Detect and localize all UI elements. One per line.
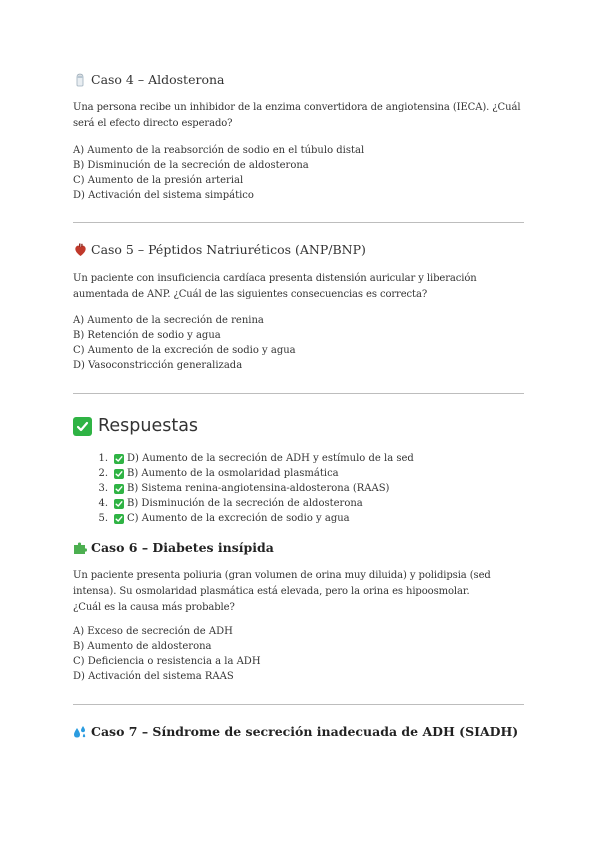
case-4-question: Una persona recibe un inhibidor de la enzima convertidora de angiotensina (IECA). ¿Cuál será el efecto directo esperado?: [73, 102, 521, 129]
answers-list: [88, 451, 414, 526]
answer-text: B) Aumento de la osmolaridad plasmática: [127, 468, 339, 479]
case-5-option-a: A) Aumento de la secreción de renina: [73, 315, 264, 326]
case-5-option-d: D) Vasoconstricción generalizada: [73, 360, 243, 371]
case-6-heading: [73, 540, 528, 555]
answer-text: B) Sistema renina-angiotensina-aldosterona (RAAS): [127, 483, 390, 494]
case-4-option-d: D) Activación del sistema simpático: [73, 190, 254, 201]
case-5-question: Un paciente con insuficiencia cardíaca presenta distensión auricular y liberación aumentada de ANP. ¿Cuál de las siguientes consecuencias es correcta?: [73, 273, 477, 300]
case-5-option-c: C) Aumento de la excreción de sodio y agua: [73, 345, 296, 356]
answer-item: [88, 466, 414, 481]
case-5-heading: [73, 242, 528, 257]
case-6-options: [73, 624, 528, 684]
salt-shaker-icon: [73, 73, 87, 87]
check-mark-icon: [114, 484, 124, 494]
case-5-option-b: B) Retención de sodio y agua: [73, 330, 221, 341]
answer-number: 2.: [98, 468, 108, 479]
case-6-option-d: D) Activación del sistema RAAS: [73, 671, 234, 682]
case-7-title: Caso 7 – Síndrome de secreción inadecuada de ADH (SIADH): [91, 724, 519, 739]
answer-item: [88, 496, 414, 511]
answer-item: [88, 451, 414, 466]
case-6-option-c: C) Deficiencia o resistencia a la ADH: [73, 656, 261, 667]
check-mark-icon: [114, 454, 124, 464]
section-divider: [73, 704, 524, 705]
case-5-options: [73, 313, 528, 373]
check-mark-icon: [114, 499, 124, 509]
answer-text: C) Aumento de la excreción de sodio y agua: [127, 513, 350, 524]
case-5-title: Caso 5 – Péptidos Natriuréticos (ANP/BNP): [91, 242, 366, 257]
check-mark-icon: [114, 469, 124, 479]
anatomical-heart-icon: [73, 243, 87, 257]
case-7-heading: [73, 724, 528, 739]
case-6-option-a: A) Exceso de secreción de ADH: [73, 626, 233, 637]
answer-text: D) Aumento de la secreción de ADH y estímulo de la sed: [127, 453, 414, 464]
case-4-title: Caso 4 – Aldosterona: [91, 72, 225, 87]
case-4-options: [73, 143, 528, 203]
check-mark-icon: [73, 417, 92, 436]
answer-item: [88, 481, 414, 496]
case-6-option-b: B) Aumento de aldosterona: [73, 641, 212, 652]
answer-number: 4.: [98, 498, 108, 509]
answer-number: 5.: [98, 513, 108, 524]
case-6-question-line: ¿Cuál es la causa más probable?: [73, 602, 235, 613]
check-mark-icon: [114, 514, 124, 524]
case-4-heading: [73, 72, 528, 87]
case-6-title: Caso 6 – Diabetes insípida: [91, 540, 274, 555]
section-divider: [73, 222, 524, 223]
puzzle-piece-icon: [73, 541, 87, 555]
answer-text: B) Disminución de la secreción de aldosterona: [127, 498, 363, 509]
answer-number: 1.: [98, 453, 108, 464]
section-divider: [73, 393, 524, 394]
sweat-droplets-icon: [73, 725, 87, 739]
answer-number: 3.: [98, 483, 108, 494]
case-4-option-a: A) Aumento de la reabsorción de sodio en el túbulo distal: [73, 145, 365, 156]
case-6-question: [73, 568, 528, 616]
case-6-question-line: Un paciente presenta poliuria (gran volumen de orina muy diluida) y polidipsia (sed intensa). Su osmolaridad plasmática está elevada, pero la orina es hipoosmolar.: [73, 570, 491, 597]
answers-title: Respuestas: [98, 416, 199, 436]
answers-heading: [73, 416, 198, 436]
case-4-option-b: B) Disminución de la secreción de aldosterona: [73, 160, 309, 171]
case-4-option-c: C) Aumento de la presión arterial: [73, 175, 244, 186]
answer-item: [88, 511, 414, 526]
